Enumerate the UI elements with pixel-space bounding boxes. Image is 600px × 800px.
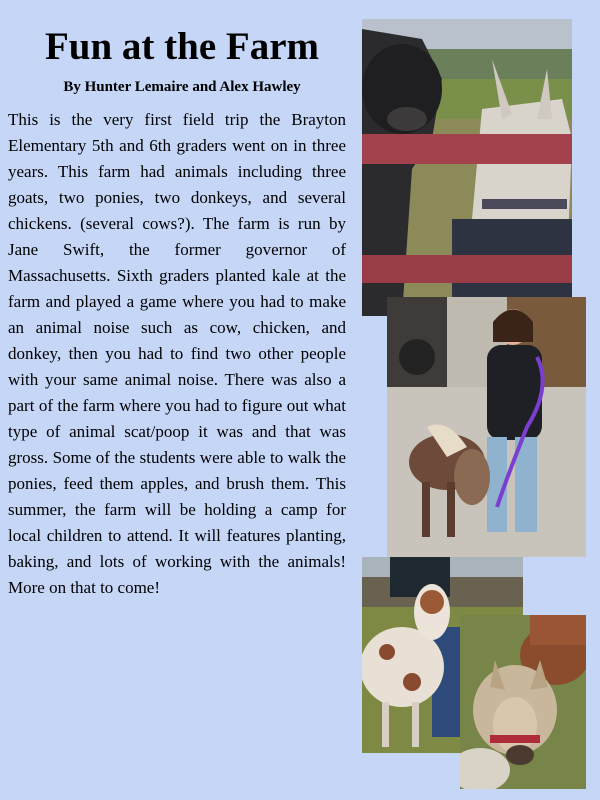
photo-ponies-at-fence: [362, 19, 572, 316]
article-byline: By Hunter Lemaire and Alex Hawley: [63, 79, 301, 95]
article-title: Fun at the Farm: [44, 25, 320, 68]
article-body: This is the very first field trip the Brayton Elementary 5th and 6th graders went on in three years. This farm had animals including three goats, two ponies, two donkeys, and several chickens. (several cows?). The farm is run by Jane Swift, the former governor of Massachusetts. Sixth graders planted kale at the farm and played a game where you had to make an animal noise such as cow, chicken, and donkey, then you had to find two other people with your same animal noise. There was also a part of the farm where you had to figure out what type of animal scat/poop it was and that was gross. Some of the students were able to walk the ponies, feed them apples, and brush them. This summer, the farm will be holding a camp for local children to attend. It will features planting, baking, and lots of working with the animals! More on that to come!: [8, 110, 346, 597]
photo-girl-with-pony: [387, 297, 586, 557]
photo-goat-closeup: [460, 615, 586, 789]
